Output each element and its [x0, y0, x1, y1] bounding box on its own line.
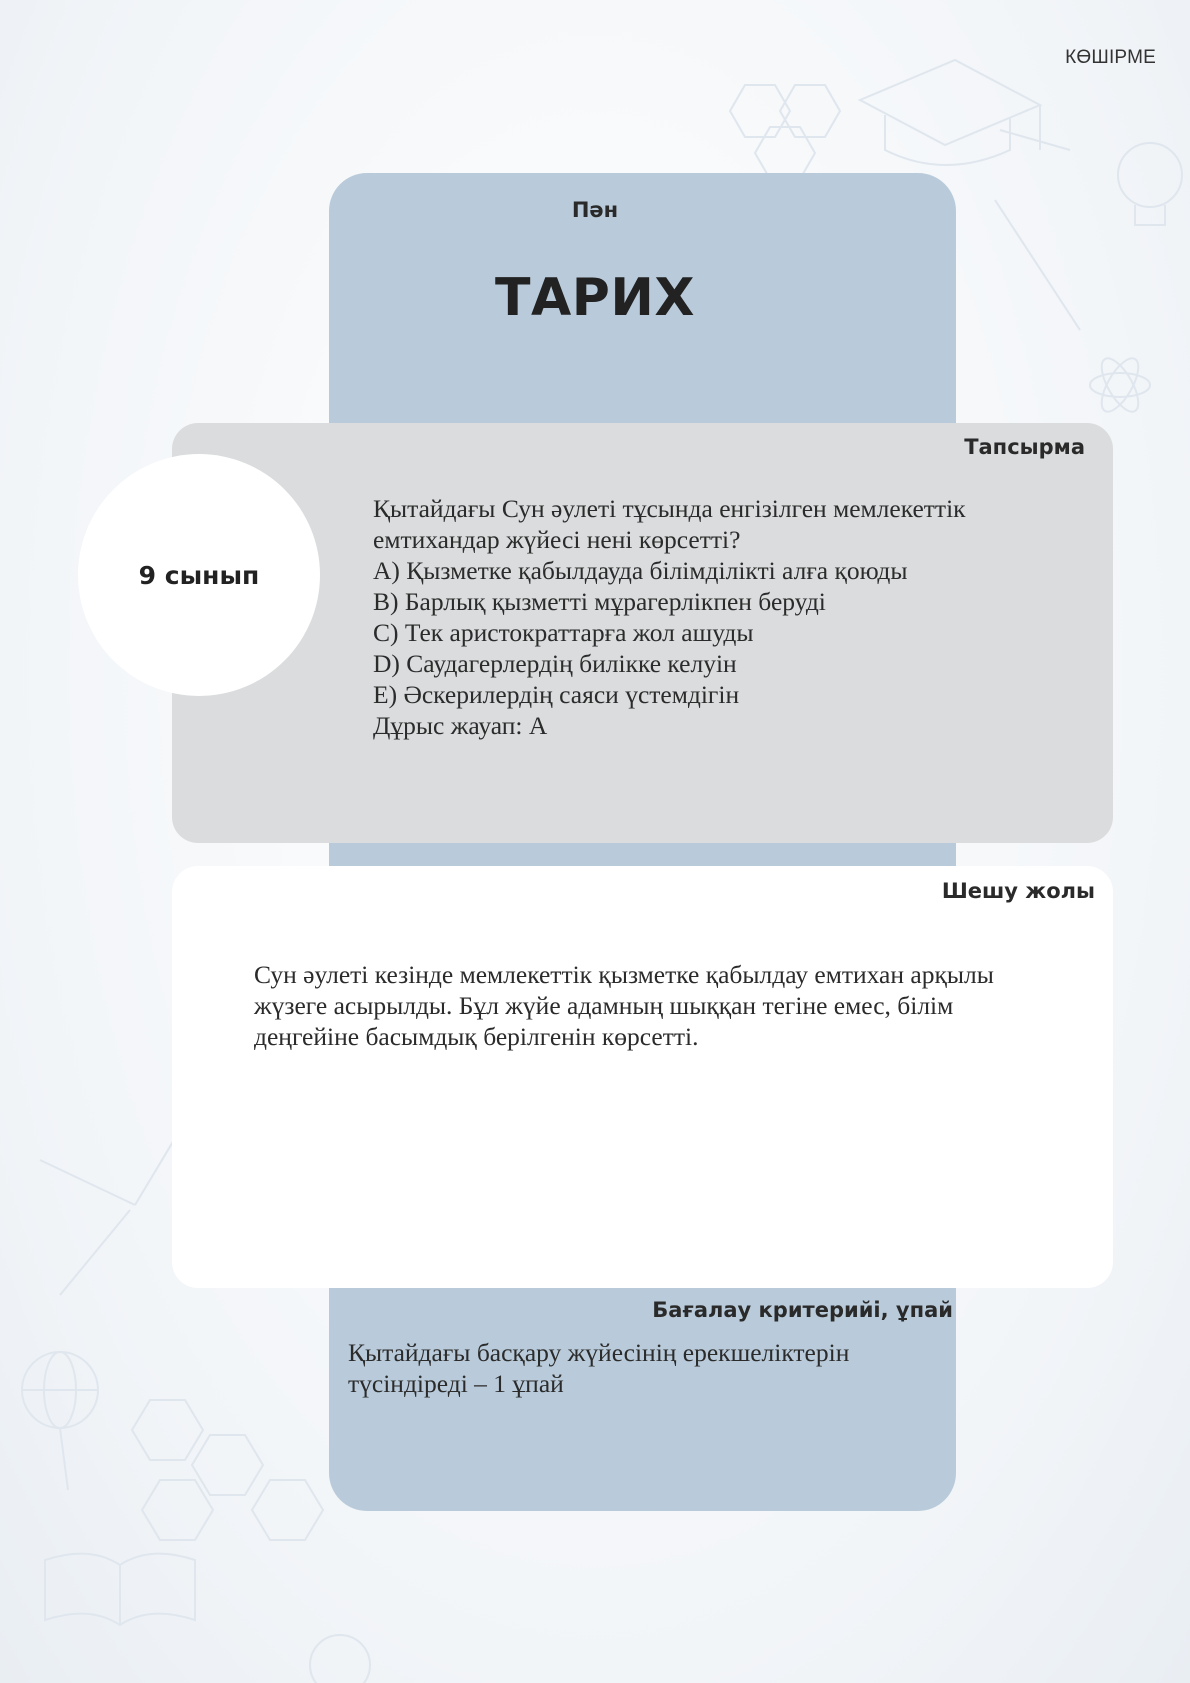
- criteria-line: Қытайдағы басқару жүйесінің ерекшеліктерін: [348, 1338, 850, 1367]
- criteria-text: [348, 1337, 938, 1399]
- copy-watermark: КӨШІРМЕ: [1065, 47, 1156, 68]
- grade-badge: [78, 454, 320, 696]
- hexagon-shape: [252, 1480, 323, 1540]
- answer-option-b: B) Барлық қызметті мұрагерлікпен беруді: [373, 587, 826, 616]
- solution-line: Сун әулеті кезінде мемлекеттік қызметке қабылдау емтихан арқылы: [254, 960, 994, 989]
- answer-option-c: C) Тек аристократтарға жол ашуды: [373, 618, 754, 647]
- criteria-line: түсіндіреді – 1 ұпай: [348, 1369, 564, 1398]
- solution-card: [172, 866, 1113, 1288]
- task-line: емтихандар жүйесі нені көрсетті?: [373, 525, 741, 554]
- correct-answer: Дұрыс жауап: A: [373, 711, 548, 740]
- grade-text: 9 сынып: [138, 560, 260, 590]
- subject-label: Пән: [571, 198, 619, 222]
- solution-line: деңгейіне басымдық берілгенін көрсетті.: [254, 1022, 699, 1051]
- graduation-cap-icon: [860, 60, 1040, 145]
- magnifier-icon: [310, 1635, 370, 1683]
- atom-icon: [1090, 373, 1150, 397]
- hexagon-shape: [132, 1400, 203, 1460]
- answer-option-d: D) Саудагерлердің билікке келуін: [373, 649, 737, 678]
- hexagon-shape: [142, 1480, 213, 1540]
- task-label: Тапсырма: [964, 435, 1085, 459]
- criteria-label: Бағалау критерийі, ұпай: [652, 1298, 953, 1322]
- task-text: [373, 493, 1073, 741]
- solution-line: жүзеге асырылды. Бұл жүйе адамның шыққан тегіне емес, білім: [254, 991, 954, 1020]
- task-card: [172, 423, 1113, 843]
- task-line: Қытайдағы Сун әулеті тұсында енгізілген мемлекеттік: [373, 494, 966, 523]
- answer-option-e: E) Әскерилердің саяси үстемдігін: [373, 680, 740, 709]
- hexagon-shape: [755, 127, 815, 179]
- answer-option-a: A) Қызметке қабылдауда білімділікті алға қоюды: [373, 556, 908, 585]
- solution-text: [254, 959, 1054, 1052]
- hexagon-shape: [192, 1435, 263, 1495]
- solution-label: Шешу жолы: [941, 879, 1095, 903]
- subject-title: ТАРИХ: [495, 268, 695, 328]
